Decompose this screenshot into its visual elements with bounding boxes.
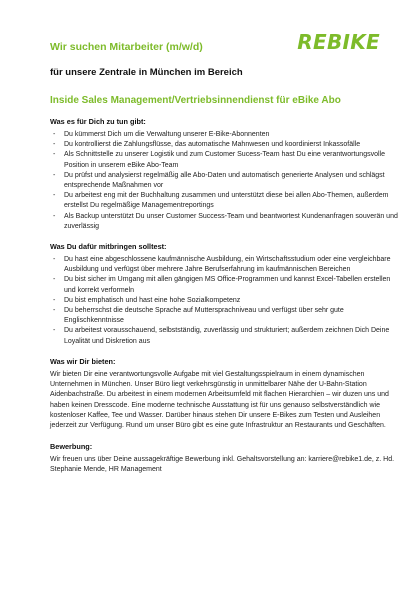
rebike-logo: REBIKE <box>297 30 380 54</box>
application-text: Wir freuen uns über Deine aussagekräftige Bewerbung inkl. Gehaltsvorstellung an: karriere@rebike1.de, z. Hd. Stephanie Mende, HR Management <box>50 455 395 473</box>
position-title: Inside Sales Management/Vertriebsinnendienst für eBike Abo <box>50 95 341 106</box>
application-section <box>50 442 398 476</box>
list-item: - Du arbeitest vorausschauend, selbstständig, zuverlässig und strukturiert; außerdem zeichnen Dich Deine Loyalität und Diskretion aus <box>50 326 398 346</box>
headline: Wir suchen Mitarbeiter (m/w/d) <box>50 41 203 53</box>
requirements-list <box>50 255 398 347</box>
list-item: - Als Schnittstelle zu unserer Logistik und zum Customer Sucess-Team hast Du eine verantwortungsvolle Position in unserem eBike Abo-Team <box>50 150 398 170</box>
list-item: - Du beherrschst die deutsche Sprache auf Muttersprachniveau und verfügst über sehr gute Englischkenntnisse <box>50 306 398 326</box>
tasks-heading: Was es für Dich zu tun gibt: <box>50 117 146 126</box>
tasks-section <box>50 117 398 232</box>
requirements-heading: Was Du dafür mitbringen solltest: <box>50 242 167 252</box>
list-item: - Du bist sicher im Umgang mit allen gängigen MS Office-Programmen und kannst Excel-Tabellen erstellen und korrekt verformeln <box>50 275 398 295</box>
application-heading: Bewerbung: <box>50 441 93 451</box>
tasks-list <box>50 130 398 232</box>
list-item: - Du arbeitest eng mit der Buchhaltung zusammen und unterstützt diese bei allen Abo-Themen, außerdem erstellst Du regelmäßige Managementreportings <box>50 191 398 211</box>
requirements-section <box>50 242 398 347</box>
offer-heading: Was wir Dir bieten: <box>50 356 116 366</box>
list-item: - Du bist emphatisch und hast eine hohe Sozialkompetenz <box>50 296 398 306</box>
list-item: - Du hast eine abgeschlossene kaufmännische Ausbildung, ein Wirtschaftsstudium oder eine vergleichbare Ausbildung und verfügst über mehrere Jahre Berufserfahrung im kaufmännischen Bereichen <box>50 255 398 275</box>
list-item: - Du kontrollierst die Zahlungsflüsse, das automatische Mahnwesen und koordinierst Inkassofälle <box>50 140 398 150</box>
offer-text: Wir bieten Dir eine verantwortungsvolle Aufgabe mit viel Gestaltungsspielraum in einem dynamischen Unternehmen in München. Unser Büro liegt verkehrsgünstig in unmittelbarer Nähe der U-Bahn-Station Aidenbachstraße. Du arbeitest in einem modernen Arbeitsumfeld mit flachen Hierarchien – wir duzen uns und haben keinen Dresscode. Eine moderne technische Ausstattung ist für uns genauso selbstverständlich wie kostenloser Kaffee, Tee und Wasser. Darüber hinaus stehen Dir unsere E-Bikes zum Testen und Ausleihen jederzeit zur Verfügung. Rund um unser Büro gibt es eine gute Infrastruktur an Restaurants und Geschäften. <box>50 370 389 430</box>
list-item: - Du kümmerst Dich um die Verwaltung unserer E-Bike-Abonnenten <box>50 130 398 140</box>
subheadline: für unsere Zentrale in München im Bereich <box>50 67 243 78</box>
offer-section <box>50 357 398 432</box>
list-item: - Du prüfst und analysierst regelmäßig alle Abo-Daten und automatisch generierte Analysen und schlägst entsprechende Maßnahmen vor <box>50 171 398 191</box>
list-item: - Als Backup unterstützt Du unser Customer Success-Team und beantwortest Kundenanfragen souverän und zuverlässig <box>50 212 398 232</box>
